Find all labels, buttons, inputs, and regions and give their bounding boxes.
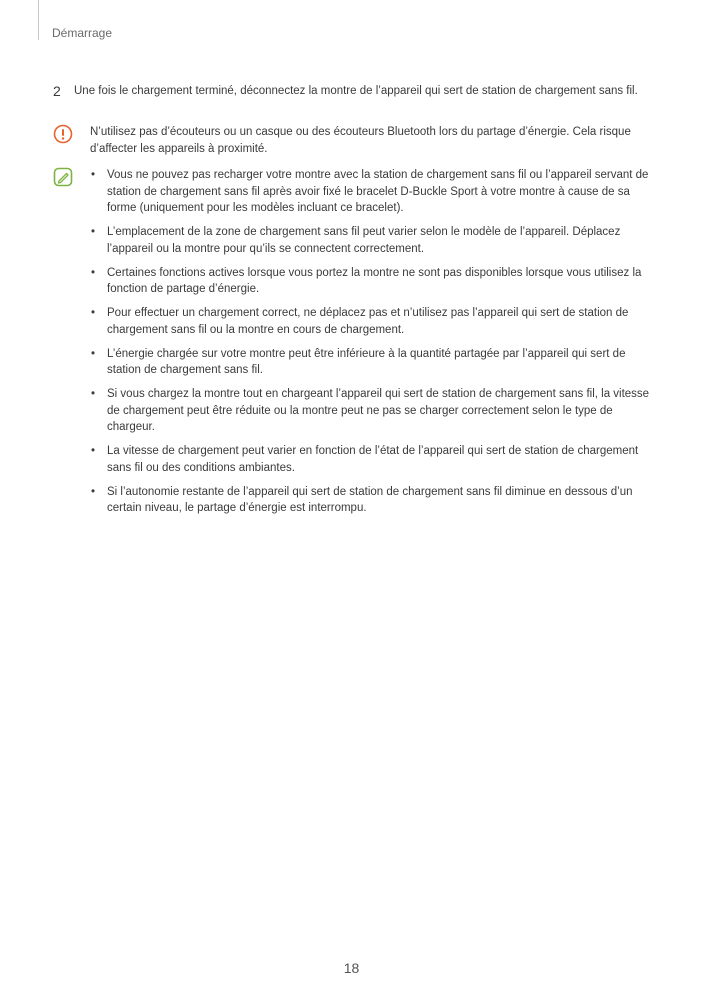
header-divider: [38, 0, 39, 40]
list-item: [86, 265, 653, 298]
note-item-text: Vous ne pouvez pas recharger votre montre avec la station de chargement sans fil ou l’appareil servant de station de chargement sans fil après avoir fixé le bracelet D-Buckle Sport à votre montre à cause de sa forme (uniquement pour les modèles incluant ce bracelet).: [107, 169, 649, 214]
warning-icon: [53, 124, 73, 144]
note-item-text: Pour effectuer un chargement correct, ne déplacez pas et n’utilisez pas l’appareil qui sert de station de chargement sans fil ou la montre en cours de chargement.: [107, 307, 629, 336]
caution-block: [53, 124, 653, 157]
list-item: [86, 484, 653, 517]
note-item-text: Certaines fonctions actives lorsque vous portez la montre ne sont pas disponibles lorsque vous utilisez la fonction de partage d’énergie.: [107, 266, 642, 295]
list-item: [86, 346, 653, 379]
bullet: •: [91, 485, 96, 498]
bullet: •: [91, 266, 96, 279]
caution-text: N’utilisez pas d’écouteurs ou un casque ou des écouteurs Bluetooth lors du partage d’énergie. Cela risque d’affecter les appareils à proximité.: [90, 126, 631, 155]
step-number: 2: [53, 83, 61, 99]
note-icon: [53, 167, 73, 187]
step-text: Une fois le chargement terminé, déconnectez la montre de l’appareil qui sert de station de chargement sans fil.: [74, 85, 638, 97]
bullet: •: [91, 347, 96, 360]
bullet: •: [91, 169, 96, 181]
note-item-text: Si l’autonomie restante de l’appareil qui sert de station de chargement sans fil diminue en dessous d’un certain niveau, le partage d’énergie est interrompu.: [107, 485, 633, 514]
note-item-text: L’emplacement de la zone de chargement sans fil peut varier selon le modèle de l’appareil. Déplacez l’appareil ou la montre pour qu’ils se connectent correctement.: [107, 226, 621, 255]
list-item: [86, 305, 653, 338]
bullet: •: [91, 388, 96, 400]
note-list: [86, 167, 653, 517]
page-number: 18: [343, 960, 360, 976]
note-item-text: L’énergie chargée sur votre montre peut être inférieure à la quantité partagée par l’appareil qui sert de station de chargement sans fil.: [107, 347, 626, 376]
list-item: [86, 443, 653, 476]
note-item-text: La vitesse de chargement peut varier en fonction de l’état de l’appareil qui sert de station de chargement sans fil ou des conditions ambiantes.: [107, 445, 639, 474]
step-item: [53, 83, 653, 100]
list-item: [86, 224, 653, 257]
section-title: Démarrage: [52, 26, 113, 40]
note-item-text: Si vous chargez la montre tout en chargeant l’appareil qui sert de station de chargement sans fil, la vitesse de chargement peut être réduite ou la montre peut ne pas se charger correctement selon le type de chargeur.: [107, 388, 650, 433]
list-item: [86, 386, 653, 436]
bullet: •: [91, 445, 96, 457]
bullet: •: [91, 307, 96, 319]
note-block: [53, 167, 653, 524]
list-item: [86, 167, 653, 217]
bullet: •: [91, 226, 96, 238]
